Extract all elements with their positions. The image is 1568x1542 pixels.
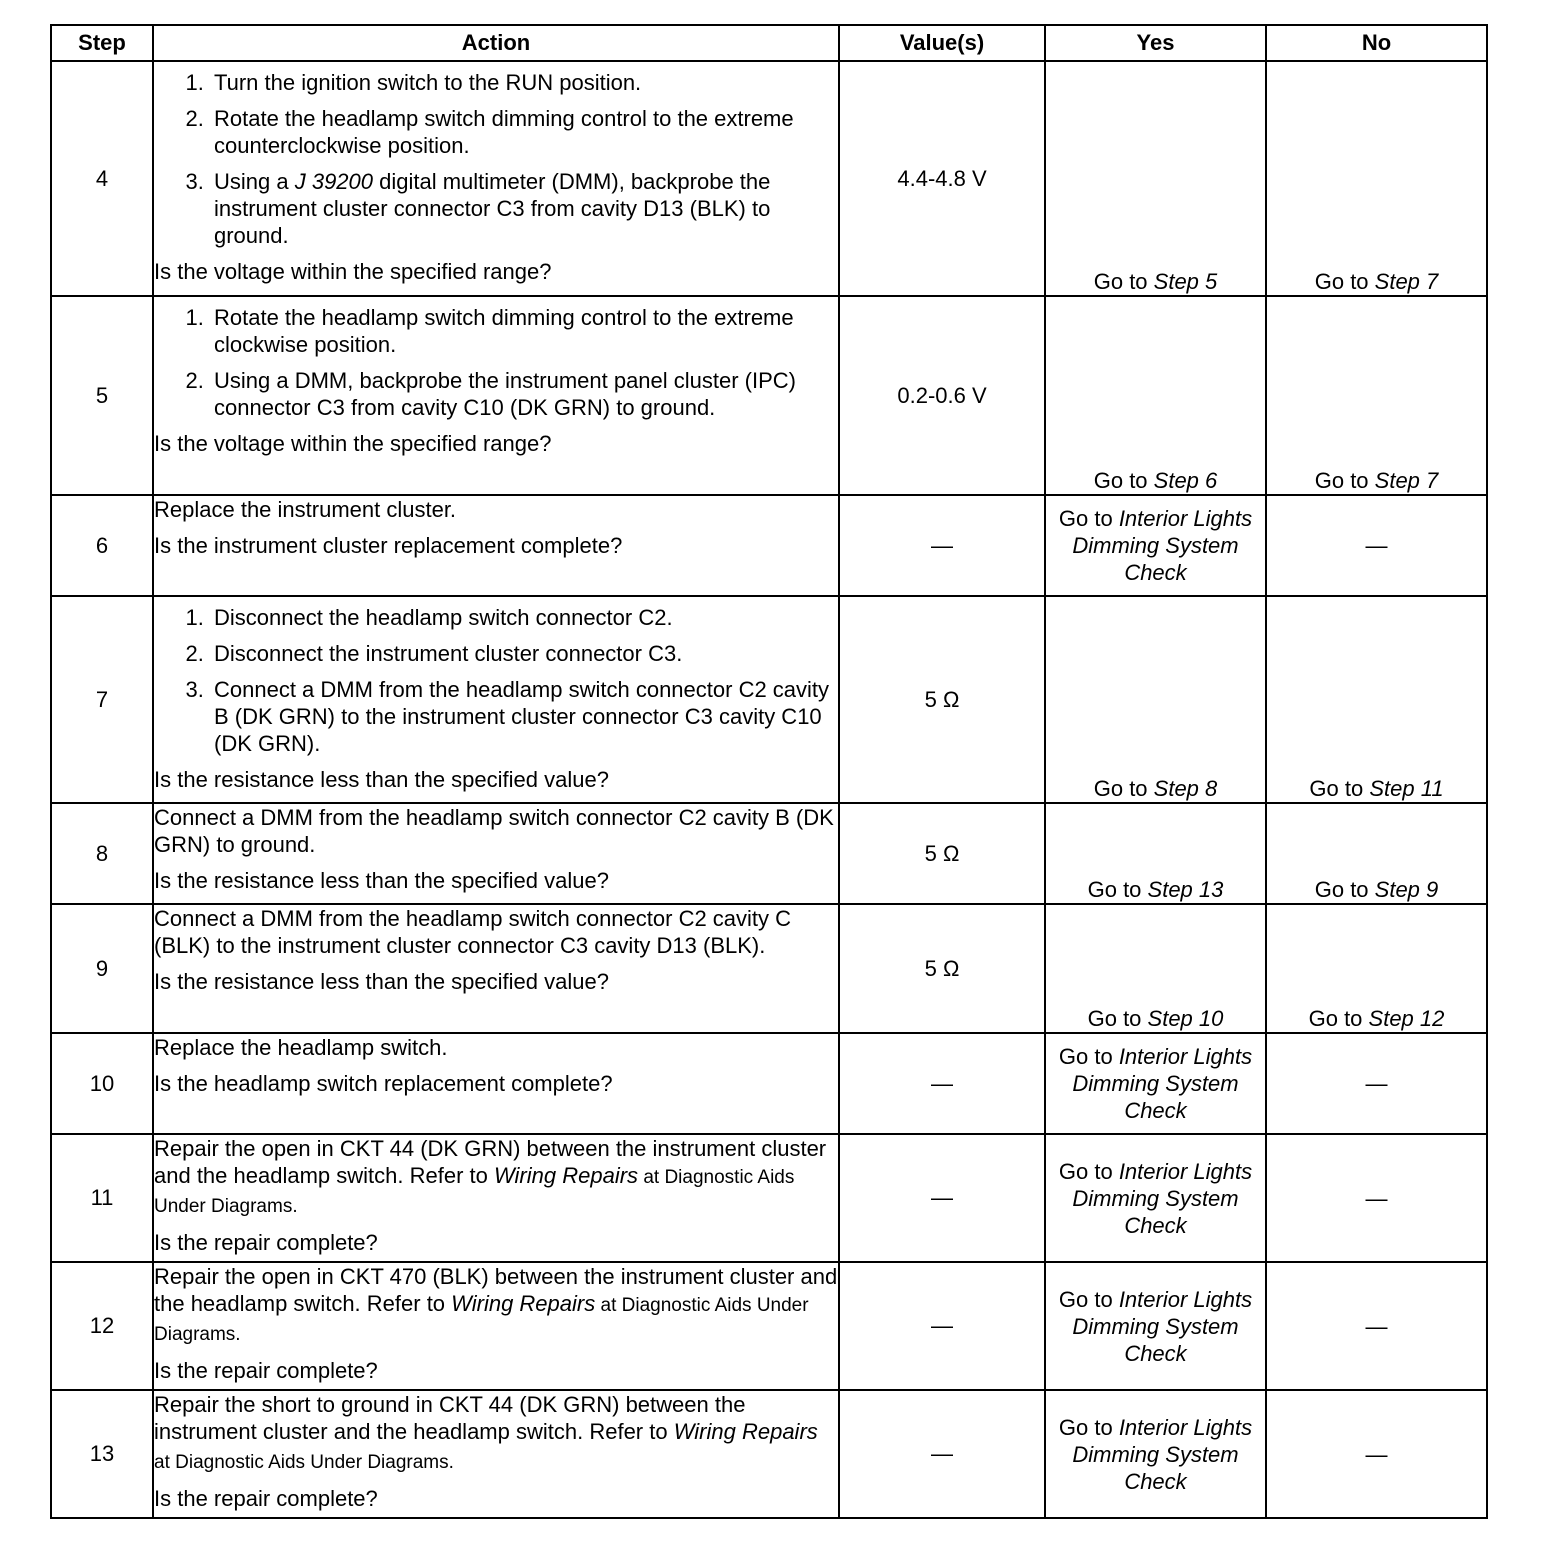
text-run: Replace the instrument cluster. [154,497,457,522]
yes-cell [1045,904,1266,1033]
text-run: — [1365,1313,1388,1339]
no-cell [1266,495,1487,596]
italic-run: Interior Lights Dimming System Check [1072,1044,1253,1123]
italic-run: Interior Lights Dimming System Check [1072,1414,1253,1494]
step-number: 5 [51,296,153,495]
text-run: Go to [1314,269,1375,294]
text-run: Go to [1058,1158,1119,1184]
text-run: Rotate the headlamp switch dimming control to the extreme counterclockwise position. [214,106,794,158]
action-text [154,1263,838,1348]
text-run: Go to [1093,269,1154,294]
no-cell [1266,1033,1487,1134]
text-run: at Diagnostic Aids Under Diagrams. [154,1167,795,1217]
no-cell [1266,61,1487,296]
action-cell [153,1033,839,1134]
action-text [154,905,838,959]
text-run: Connect a DMM from the headlamp switch connector C2 cavity B (DK GRN) to ground. [154,805,834,857]
step-number: 12 [51,1262,153,1390]
step-number: 8 [51,803,153,904]
italic-run: Step 13 [1147,877,1224,902]
text-run: Go to [1093,468,1154,493]
action-text [154,1034,838,1061]
step-number: 10 [51,1033,153,1134]
header-no: No [1266,25,1487,61]
text-run: Go to [1309,776,1370,801]
action-step-item [210,304,838,358]
text-run: Go to [1314,468,1375,493]
text-run: — [1365,1441,1388,1467]
diagnostic-table [50,24,1488,1519]
action-question: Is the instrument cluster replacement complete? [154,533,623,558]
value-cell: — [839,495,1045,596]
no-cell [1266,904,1487,1033]
text-run: Turn the ignition switch to the RUN position. [214,70,642,95]
action-cell [153,495,839,596]
action-step-item [210,676,838,757]
italic-run: Wiring Repairs [451,1291,596,1316]
italic-run: Step 7 [1374,269,1439,294]
header-yes: Yes [1045,25,1266,61]
text-run: — [1365,533,1388,558]
action-text [154,1135,838,1220]
text-run: Go to [1058,1286,1119,1312]
action-step-item [210,604,838,631]
action-text [154,804,838,858]
table-row [51,1033,1487,1134]
value-cell: 5 Ω [839,596,1045,803]
yes-cell [1045,596,1266,803]
step-number: 6 [51,495,153,596]
text-run: Disconnect the instrument cluster connector C3. [214,641,683,666]
action-question: Is the repair complete? [154,1230,378,1255]
text-run: Go to [1314,877,1375,902]
table-row [51,1134,1487,1262]
text-run: Repair the open in CKT 44 (DK GRN) between the instrument cluster and the headlamp switch. Refer to [154,1136,827,1188]
value-cell: 0.2-0.6 V [839,296,1045,495]
no-cell [1266,1390,1487,1518]
italic-run: Step 8 [1153,776,1218,801]
text-run: at Diagnostic Aids Under Diagrams. [154,1295,809,1345]
text-run: Go to [1087,1006,1148,1031]
table-row [51,296,1487,495]
table-row [51,495,1487,596]
action-question: Is the voltage within the specified range? [154,259,552,284]
italic-run: Step 9 [1374,877,1439,902]
italic-run: Step 5 [1153,269,1218,294]
yes-cell [1045,1262,1266,1390]
action-steps [154,304,838,421]
action-steps [154,604,838,757]
italic-run: Interior Lights Dimming System Check [1072,1158,1253,1238]
no-cell [1266,803,1487,904]
text-run: Go to [1058,506,1119,531]
text-run: Repair the short to ground in CKT 44 (DK GRN) between the instrument cluster and the headlamp switch. Refer to [154,1392,746,1444]
text-run: Using a DMM, backprobe the instrument panel cluster (IPC) connector C3 from cavity C10 (DK GRN) to ground. [214,368,797,420]
value-cell: — [839,1262,1045,1390]
action-cell [153,596,839,803]
action-step-item [210,168,838,249]
yes-cell [1045,61,1266,296]
value-cell: — [839,1134,1045,1262]
italic-run: Wiring Repairs [493,1163,639,1188]
text-run: Connect a DMM from the headlamp switch connector C2 cavity B (DK GRN) to the instrument cluster connector C3 cavity C10 (DK GRN). [214,677,830,756]
yes-cell [1045,495,1266,596]
text-run: Using a [214,169,295,194]
no-cell [1266,1134,1487,1262]
action-question: Is the repair complete? [154,1486,378,1511]
table-row [51,904,1487,1033]
table-row [51,1262,1487,1390]
no-cell [1266,1262,1487,1390]
step-number: 13 [51,1390,153,1518]
table-body [51,61,1487,1518]
action-cell [153,1134,839,1262]
action-step-item [210,69,838,96]
yes-cell [1045,803,1266,904]
header-action: Action [153,25,839,61]
action-question: Is the resistance less than the specified value? [154,767,609,792]
table-row [51,1390,1487,1518]
italic-run: Step 10 [1147,1006,1224,1031]
italic-run: J 39200 [294,169,374,194]
action-question: Is the repair complete? [154,1358,378,1383]
italic-run: Step 12 [1368,1006,1445,1031]
action-cell [153,1262,839,1390]
yes-cell [1045,1134,1266,1262]
value-cell: 5 Ω [839,904,1045,1033]
table-row [51,596,1487,803]
italic-run: Step 7 [1374,468,1439,493]
text-run: Go to [1093,776,1154,801]
header-step: Step [51,25,153,61]
table-row [51,61,1487,296]
text-run: Rotate the headlamp switch dimming control to the extreme clockwise position. [214,305,794,357]
action-cell [153,904,839,1033]
text-run: — [1365,1185,1388,1211]
action-steps [154,69,838,249]
text-run: Disconnect the headlamp switch connector C2. [214,605,673,630]
action-question: Is the resistance less than the specified value? [154,868,609,893]
action-step-item [210,105,838,159]
action-cell [153,803,839,904]
table-row [51,803,1487,904]
italic-run: Interior Lights Dimming System Check [1072,1286,1253,1366]
italic-run: Step 11 [1369,776,1444,801]
action-cell [153,296,839,495]
action-question: Is the voltage within the specified range? [154,431,552,456]
action-question: Is the resistance less than the specified value? [154,969,609,994]
action-step-item [210,640,838,667]
text-run: Go to [1058,1044,1119,1069]
step-number: 9 [51,904,153,1033]
no-cell [1266,596,1487,803]
text-run: — [1365,1071,1388,1096]
text-run: Repair the open in CKT 470 (BLK) between the instrument cluster and the headlamp switch. Refer to [154,1264,838,1316]
yes-cell [1045,296,1266,495]
step-number: 4 [51,61,153,296]
text-run: Go to [1058,1414,1119,1440]
value-cell: — [839,1033,1045,1134]
text-run: Go to [1308,1006,1369,1031]
header-values: Value(s) [839,25,1045,61]
yes-cell [1045,1390,1266,1518]
italic-run: Interior Lights Dimming System Check [1072,506,1253,585]
yes-cell [1045,1033,1266,1134]
action-text [154,1391,838,1476]
action-step-item [210,367,838,421]
action-cell [153,1390,839,1518]
text-run: Replace the headlamp switch. [154,1035,448,1060]
italic-run: Step 6 [1153,468,1218,493]
text-run: Go to [1087,877,1148,902]
text-run: digital multimeter (DMM), backprobe the instrument cluster connector C3 from cavity D13 (BLK) to ground. [214,169,771,248]
text-run: at Diagnostic Aids Under Diagrams. [154,1452,454,1473]
step-number: 11 [51,1134,153,1262]
no-cell [1266,296,1487,495]
action-text [154,496,838,523]
action-question: Is the headlamp switch replacement complete? [154,1071,613,1096]
header-row [51,25,1487,61]
italic-run: Wiring Repairs [673,1419,818,1444]
value-cell: — [839,1390,1045,1518]
value-cell: 4.4-4.8 V [839,61,1045,296]
value-cell: 5 Ω [839,803,1045,904]
text-run: Connect a DMM from the headlamp switch connector C2 cavity C (BLK) to the instrument cluster connector C3 cavity D13 (BLK). [154,906,792,958]
action-cell [153,61,839,296]
step-number: 7 [51,596,153,803]
